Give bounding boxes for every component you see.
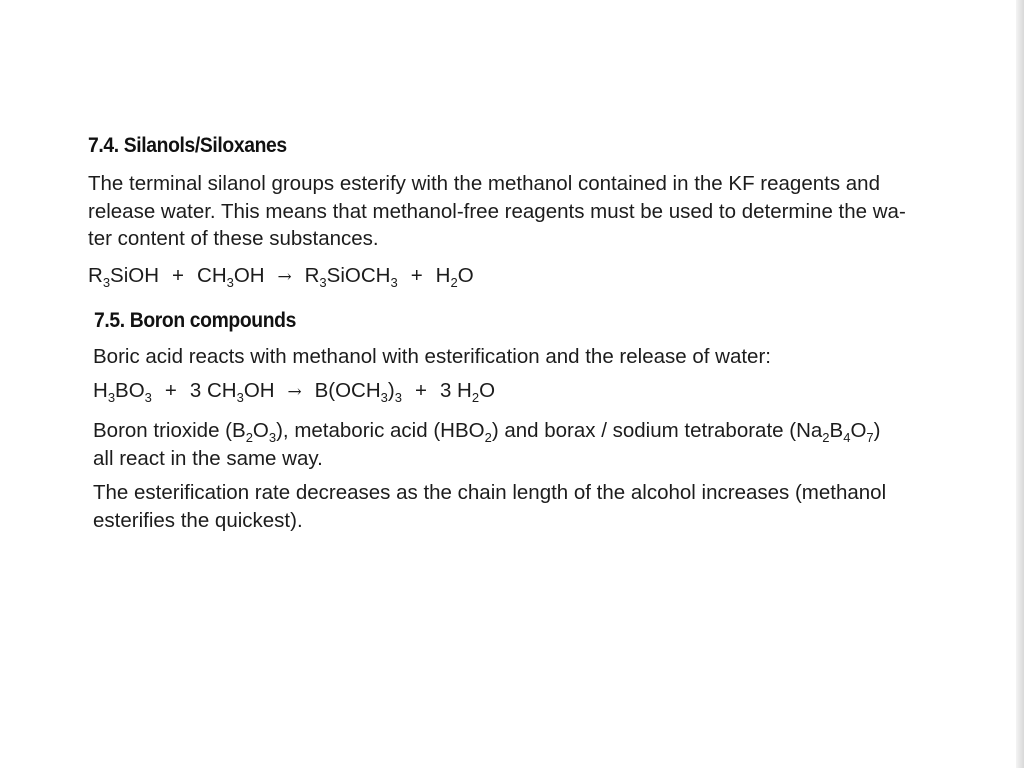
- section-heading-7-4: 7.4. Silanols/Siloxanes: [88, 134, 287, 157]
- paragraph-esterification-rate: [93, 479, 886, 534]
- paragraph-line: release water. This means that methanol-free reagents must be used to determine the wa-: [88, 199, 906, 223]
- equation-silanol: [88, 262, 474, 291]
- plus-sign: +: [172, 264, 185, 287]
- plus-sign: +: [410, 264, 423, 287]
- reactant-boric-acid: $H_3BO_3$: [93, 379, 152, 405]
- paragraph-line: ter content of these substances.: [88, 227, 379, 250]
- paragraph-line: Boron trioxide $(B_2O_3)$, metaboric acid $(HBO_2)$ and borax / sodium tetraborate $(Na_2B_4O_7)$: [93, 419, 881, 445]
- product-trimethyl-borate: $B(OCH_3)_3$: [314, 379, 402, 405]
- page-edge-shadow: [1016, 0, 1024, 768]
- product-water: $H_2O$: [435, 264, 474, 290]
- paragraph-line: esterifies the quickest).: [93, 508, 303, 532]
- plus-sign: +: [164, 379, 177, 402]
- paragraph-boron-compounds: [93, 417, 880, 472]
- product-water: 3 $H_2O$: [439, 379, 496, 405]
- paragraph-line: The terminal silanol groups esterify with the methanol contained in the KF reagents and: [88, 172, 880, 195]
- product-r3siock3: $R_3SiOCH_3$: [304, 264, 398, 290]
- paragraph-silanol: [88, 170, 906, 253]
- reactant-r3sioh: $R_3SiOH$: [88, 264, 160, 290]
- paragraph-line: The esterification rate decreases as the chain length of the alcohol increases (methanol: [93, 481, 887, 504]
- paragraph-line: all react in the same way.: [93, 446, 323, 470]
- reaction-arrow: →: [287, 382, 302, 402]
- equation-boric-acid: [93, 377, 495, 406]
- paragraph-boric-acid: Boric acid reacts with methanol with esterification and the release of water:: [93, 345, 771, 368]
- reaction-arrow: →: [277, 267, 292, 287]
- plus-sign: +: [414, 379, 427, 402]
- section-heading-7-5: 7.5. Boron compounds: [94, 309, 296, 332]
- reactant-methanol: 3 $CH_3OH$: [189, 379, 275, 405]
- reactant-methanol: $CH_3OH$: [197, 264, 265, 290]
